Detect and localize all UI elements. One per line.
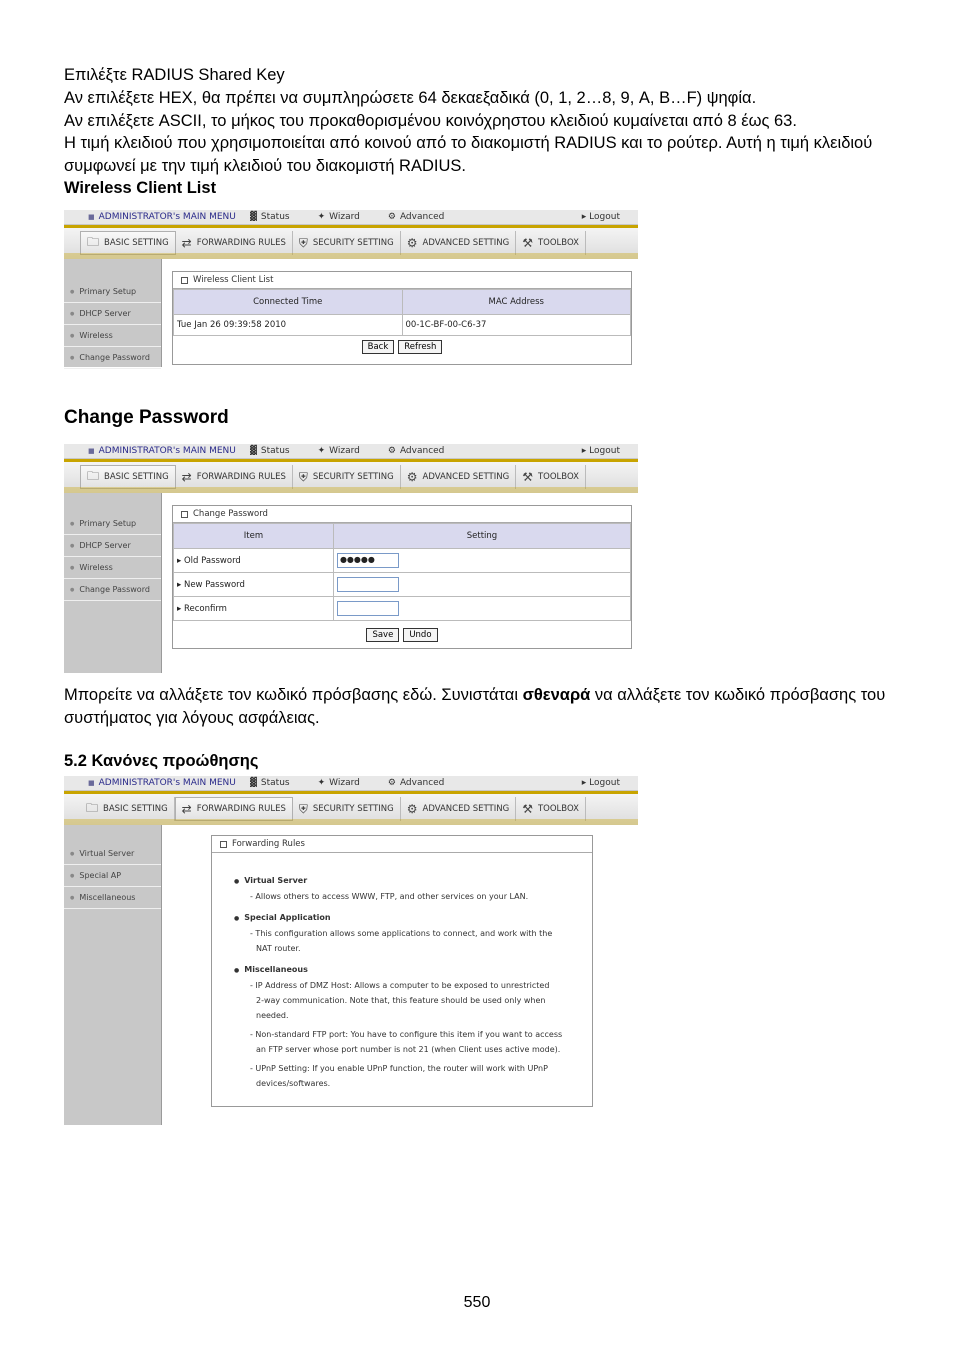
old-password-text: Old Password — [183, 555, 241, 566]
new-password-input[interactable] — [337, 577, 399, 592]
misc-desc-2b: an FTP server whose port number is not 21 (when Client uses active mode). — [256, 1045, 561, 1054]
new-password-text: New Password — [183, 579, 245, 590]
tab-toolbox-label: TOOLBOX — [537, 472, 579, 482]
tab-advanced-label: ADVANCED SETTING — [422, 804, 510, 814]
top-menu-bar — [64, 444, 638, 459]
forwarding-rules-panel — [211, 835, 593, 1107]
cell-new-password — [333, 573, 630, 597]
advanced-link[interactable]: Advanced — [399, 446, 445, 456]
table-row — [174, 549, 631, 573]
advanced-link[interactable]: Advanced — [399, 212, 445, 222]
tab-advanced-label: ADVANCED SETTING — [422, 472, 510, 482]
advanced-icon: ⚙ — [387, 212, 396, 222]
panel-title-text: Wireless Client List — [193, 275, 274, 285]
sidebar — [64, 259, 162, 367]
toolbox-icon: ⚒ — [522, 236, 533, 250]
tab-advanced-setting[interactable] — [401, 797, 516, 821]
intro-line-2: Αν επιλέξετε HEX, θα πρέπει να συμπληρώσετε 64 δεκαεξαδικά (0, 1, 2…8, 9, A, B…F) ψηφία. — [64, 88, 757, 107]
wizard-icon: ✦ — [317, 446, 326, 456]
note-bold: σθεναρά — [522, 686, 591, 704]
tab-basic-setting[interactable] — [80, 231, 176, 255]
tab-security-setting[interactable] — [293, 231, 401, 255]
sidebar-item-dhcp-server[interactable]: ● DHCP Server — [64, 535, 161, 557]
note-after: να αλλάξετε τον κωδικό πρόσβασης του συστήματος για λόγους ασφάλειας. — [64, 686, 886, 727]
status-link[interactable]: Status — [260, 446, 290, 456]
logout-link[interactable]: ▸ Logout — [581, 778, 620, 788]
tab-advanced-setting[interactable] — [401, 231, 516, 255]
sidebar-item-change-password[interactable]: ● Change Password — [64, 347, 161, 369]
wizard-icon: ✦ — [317, 778, 326, 788]
router-body — [64, 825, 638, 1125]
col-connected-time: Connected Time — [174, 290, 403, 315]
forwarding-rules-description — [212, 853, 592, 1091]
tab-forwarding-rules[interactable] — [175, 797, 293, 821]
logout-label: Logout — [589, 212, 620, 222]
tab-security-setting[interactable] — [293, 465, 401, 489]
misc-desc-3b: devices/softwares. — [256, 1079, 331, 1088]
top-menu-bar — [64, 776, 638, 791]
save-button[interactable]: Save — [366, 628, 399, 642]
section-miscellaneous: ● Miscellaneous — [234, 962, 592, 978]
router-body — [64, 259, 638, 367]
wireless-client-list-panel — [172, 271, 632, 365]
gear-icon: ⚙ — [406, 802, 418, 816]
tab-basic-label: BASIC SETTING — [104, 238, 169, 248]
intro-text — [64, 64, 904, 178]
reconfirm-text: Reconfirm — [183, 603, 227, 614]
heading-wireless-client-list: Wireless Client List — [64, 179, 217, 197]
toolbox-icon: ⚒ — [522, 470, 533, 484]
sidebar-item-change-password[interactable]: ● Change Password — [64, 579, 161, 601]
shield-icon: ⛨ — [298, 801, 308, 816]
panel-title — [173, 506, 631, 523]
wizard-link[interactable]: Wizard — [329, 212, 360, 222]
panel-title — [173, 272, 631, 289]
button-row — [173, 621, 631, 646]
top-menu-bar — [64, 210, 638, 225]
sidebar-item-primary-setup[interactable]: ● Primary Setup — [64, 513, 161, 535]
main-nav-tabs — [64, 225, 638, 259]
wizard-link[interactable]: Wizard — [329, 446, 360, 456]
tab-advanced-label: ADVANCED SETTING — [422, 238, 510, 248]
tab-security-label: SECURITY SETTING — [312, 238, 394, 248]
advanced-link[interactable]: Advanced — [399, 778, 445, 788]
cell-time: Tue Jan 26 09:39:58 2010 — [174, 315, 403, 336]
panel-title — [212, 836, 592, 853]
cell-reconfirm — [333, 597, 630, 621]
admin-main-menu-link[interactable]: ■ ADMINISTRATOR's MAIN MENU — [88, 446, 250, 456]
gear-icon: ⚙ — [406, 470, 418, 484]
special-app-desc-1: - This configuration allows some applications to connect, and work with the — [250, 929, 553, 938]
tab-forwarding-rules[interactable] — [176, 465, 293, 489]
sidebar — [64, 825, 162, 1125]
logout-label: Logout — [589, 778, 620, 788]
tab-toolbox[interactable] — [516, 231, 586, 255]
advanced-icon: ⚙ — [387, 446, 396, 456]
tab-forwarding-label: FORWARDING RULES — [196, 804, 286, 814]
note-text — [64, 684, 904, 730]
cell-old-password — [333, 549, 630, 573]
status-link[interactable]: Status — [260, 212, 290, 222]
arrows-icon: ⇄ — [181, 236, 192, 250]
reconfirm-input[interactable] — [337, 601, 399, 616]
button-row — [173, 336, 631, 358]
sidebar — [64, 493, 162, 673]
refresh-button[interactable]: Refresh — [398, 340, 442, 354]
sidebar-item-wireless[interactable]: ● Wireless — [64, 325, 161, 347]
label-reconfirm: ▸ Reconfirm — [174, 597, 334, 621]
tab-basic-setting[interactable] — [80, 465, 176, 489]
status-icon: ▓ — [250, 212, 257, 222]
tab-security-label: SECURITY SETTING — [312, 472, 394, 482]
logout-link[interactable]: ▸ Logout — [581, 446, 620, 456]
status-icon: ▓ — [250, 778, 257, 788]
tab-toolbox-label: TOOLBOX — [537, 804, 579, 814]
change-password-panel — [172, 505, 632, 649]
shield-icon: ⛨ — [298, 235, 308, 250]
router-ui-change-password — [64, 444, 638, 672]
router-ui-forwarding-rules — [64, 776, 638, 1124]
sidebar-item-special-ap[interactable]: ● Special AP — [64, 865, 161, 887]
heading-change-password: Change Password — [64, 407, 229, 428]
arrows-icon: ⇄ — [181, 802, 192, 816]
cell-mac: 00-1C-BF-00-C6-37 — [402, 315, 631, 336]
shield-icon: ⛨ — [298, 469, 308, 484]
wizard-link[interactable]: Wizard — [329, 778, 360, 788]
table-row — [174, 315, 631, 336]
router-ui-wireless-client-list — [64, 210, 638, 366]
misc-desc-1c: needed. — [256, 1011, 289, 1020]
wizard-icon: ✦ — [317, 212, 326, 222]
col-setting: Setting — [333, 524, 630, 549]
router-body — [64, 493, 638, 673]
tab-toolbox[interactable] — [516, 797, 586, 821]
admin-main-menu-link[interactable]: ■ ADMINISTRATOR's MAIN MENU — [88, 212, 250, 222]
toolbox-icon: ⚒ — [522, 802, 533, 816]
misc-desc-3a: - UPnP Setting: If you enable UPnP function, the router will work with UPnP — [250, 1064, 548, 1073]
password-table — [173, 523, 631, 621]
table-row — [174, 597, 631, 621]
folder-icon: 🗀 — [87, 234, 100, 249]
label-new-password: ▸ New Password — [174, 573, 334, 597]
intro-line-3: Αν επιλέξετε ASCII, το μήκος του προκαθορισμένου κοινόχρηστου κλειδιού κυμαίνεται από 8 έως 63. — [64, 111, 797, 130]
misc-desc-1a: - IP Address of DMZ Host: Allows a computer to be exposed to unrestricted — [250, 981, 550, 990]
square-icon — [181, 277, 188, 284]
sidebar-item-primary-setup[interactable]: ● Primary Setup — [64, 281, 161, 303]
section-virtual-server: ● Virtual Server — [234, 873, 592, 889]
arrows-icon: ⇄ — [181, 470, 192, 484]
square-icon — [181, 511, 188, 518]
col-item: Item — [174, 524, 334, 549]
heading-forwarding-rules: 5.2 Κανόνες προώθησης — [64, 752, 259, 770]
virtual-server-desc: - Allows others to access WWW, FTP, and other services on your LAN. — [250, 892, 529, 901]
tab-toolbox-label: TOOLBOX — [537, 238, 579, 248]
logout-label: Logout — [589, 446, 620, 456]
misc-desc-1b: 2-way communication. Note that, this feature should be used only when — [256, 996, 546, 1005]
square-icon — [220, 841, 227, 848]
tab-basic-label: BASIC SETTING — [103, 804, 168, 814]
status-link[interactable]: Status — [260, 778, 290, 788]
old-password-input[interactable]: ●●●●● — [337, 553, 399, 568]
tab-forwarding-label: FORWARDING RULES — [196, 238, 286, 248]
status-icon: ▓ — [250, 446, 257, 456]
panel-title-text: Forwarding Rules — [232, 839, 305, 849]
main-nav-tabs — [64, 791, 638, 825]
gear-icon: ⚙ — [406, 236, 418, 250]
sidebar-item-dhcp-server[interactable]: ● DHCP Server — [64, 303, 161, 325]
tab-basic-setting[interactable] — [80, 797, 175, 821]
table-row — [174, 573, 631, 597]
tab-toolbox[interactable] — [516, 465, 586, 489]
sidebar-item-wireless[interactable]: ● Wireless — [64, 557, 161, 579]
tab-advanced-setting[interactable] — [401, 465, 516, 489]
undo-button[interactable]: Undo — [403, 628, 437, 642]
sidebar-item-virtual-server[interactable]: ● Virtual Server — [64, 843, 161, 865]
folder-icon: 🗀 — [87, 468, 100, 483]
admin-main-menu-link[interactable]: ■ ADMINISTRATOR's MAIN MENU — [88, 778, 250, 788]
note-before: Μπορείτε να αλλάξετε τον κωδικό πρόσβασης εδώ. Συνιστάται — [64, 686, 523, 704]
col-mac-address: MAC Address — [402, 290, 631, 315]
logout-link[interactable]: ▸ Logout — [581, 212, 620, 222]
intro-line-1: Επιλέξτε RADIUS Shared Key — [64, 66, 285, 84]
advanced-icon: ⚙ — [387, 778, 396, 788]
misc-desc-2a: - Non-standard FTP port: You have to configure this item if you want to access — [250, 1030, 563, 1039]
tab-security-label: SECURITY SETTING — [312, 804, 394, 814]
tab-basic-label: BASIC SETTING — [104, 472, 169, 482]
folder-icon: 🗀 — [86, 800, 99, 815]
client-table — [173, 289, 631, 336]
section-special-application: ● Special Application — [234, 910, 592, 926]
label-old-password: ▸ Old Password — [174, 549, 334, 573]
main-nav-tabs — [64, 459, 638, 493]
tab-security-setting[interactable] — [293, 797, 401, 821]
tab-forwarding-label: FORWARDING RULES — [196, 472, 286, 482]
panel-title-text: Change Password — [193, 509, 268, 519]
special-app-desc-2: NAT router. — [256, 944, 301, 953]
page-number: 550 — [463, 1294, 491, 1311]
tab-forwarding-rules[interactable] — [176, 231, 293, 255]
back-button[interactable]: Back — [362, 340, 395, 354]
sidebar-item-miscellaneous[interactable]: ● Miscellaneous — [64, 887, 161, 909]
intro-line-4: Η τιμή κλειδιού που χρησιμοποιείται από κοινού από το διακομιστή RADIUS και το ρούτερ. Αυτή η τιμή κλειδιού συμφωνεί με την τιμή κλειδιού του διακομιστή RADIUS. — [64, 134, 873, 176]
